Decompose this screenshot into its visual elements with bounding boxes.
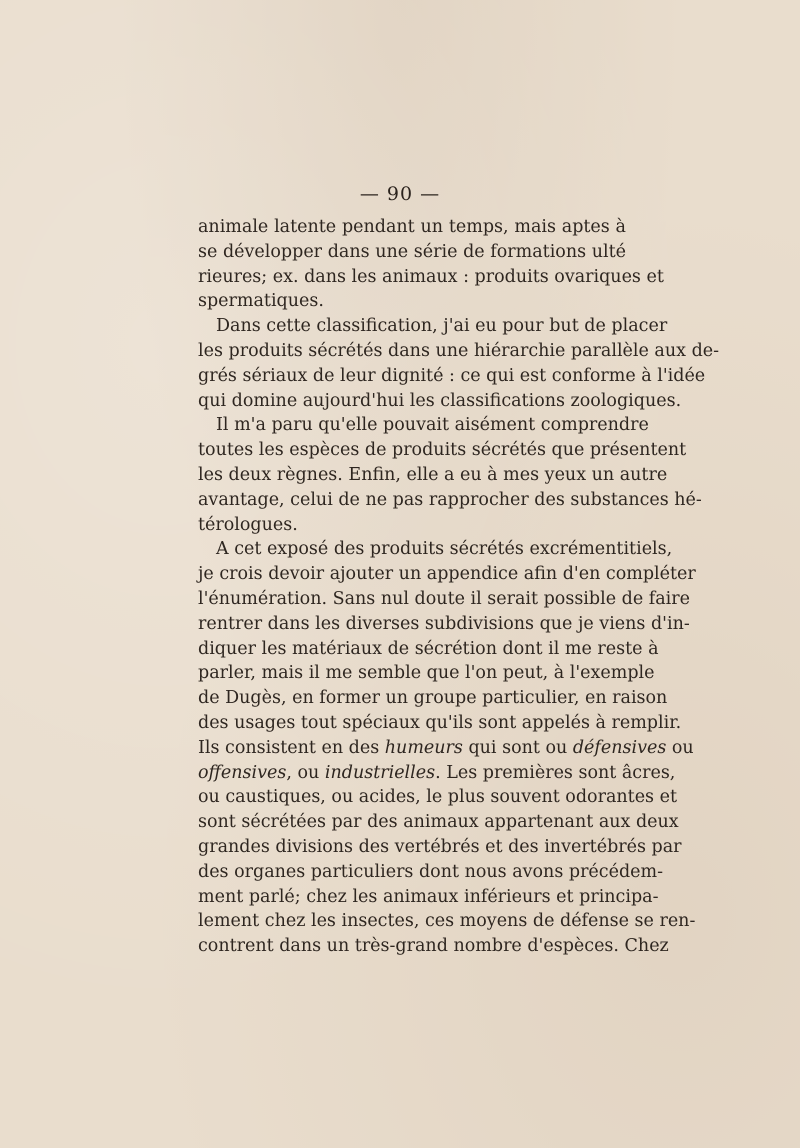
text-line: les produits sécrétés dans une hiérarchie parallèle aux de- [198,340,720,361]
text-line: rentrer dans les diverses subdivisions que je viens d'in- [198,613,690,634]
text-segment: . Les premières sont âcres, [435,762,676,783]
text-line: ment parlé; chez les animaux inférieurs et principa- [198,886,659,907]
text-segment: ou [666,737,694,758]
paragraph-start-line: Il m'a paru qu'elle pouvait aisément comprendre [216,415,649,436]
text-line: les deux règnes. Enfin, elle a eu à mes yeux un autre [198,464,668,485]
text-line: toutes les espèces de produits sécrétés que présentent [198,440,687,461]
text-line: ou caustiques, ou acides, le plus souvent odorantes et [198,787,677,808]
text-line: l'énumération. Sans nul doute il serait possible de faire [198,588,690,609]
text-line-with-italics [198,736,694,761]
text-line: des usages tout spéciaux qu'ils sont appelés à remplir. [198,712,682,733]
text-line: sont sécrétées par des animaux appartenant aux deux [198,812,679,833]
paragraph-start-line: Dans cette classification, j'ai eu pour but de placer [216,316,668,337]
text-line: diquer les matériaux de sécrétion dont il me reste à [198,638,659,659]
text-line: se développer dans une série de formations ulté [198,241,626,262]
italic-term: offensives [198,762,287,783]
text-segment: , ou [286,762,325,783]
text-line: spermatiques. [198,291,324,312]
text-line: avantage, celui de ne pas rapprocher des substances hé- [198,489,702,510]
text-line: lement chez les insectes, ces moyens de défense se ren- [198,911,696,932]
text-line: grés sériaux de leur dignité : ce qui est conforme à l'idée [198,365,706,386]
text-line: grandes divisions des vertébrés et des invertébrés par [198,836,682,857]
text-line: qui domine aujourd'hui les classifications zoologiques. [198,390,682,411]
page-number: — 90 — [359,183,441,205]
text-line: de Dugès, en former un groupe particulier, en raison [198,688,668,709]
body-text [198,215,720,959]
text-segment: Ils consistent en des [198,737,385,758]
text-line: je crois devoir ajouter un appendice afin d'en compléter [198,564,696,585]
italic-term: humeurs [384,737,463,758]
text-line: contrent dans un très-grand nombre d'espèces. Chez [198,936,669,957]
italic-term: défensives [572,737,667,758]
text-line: rieures; ex. dans les animaux : produits ovariques et [198,266,664,287]
text-line: des organes particuliers dont nous avons précédem- [198,861,664,882]
text-line: animale latente pendant un temps, mais aptes à [198,217,626,237]
italic-term: industrielles [324,762,436,783]
text-line: parler, mais il me semble que l'on peut, à l'exemple [198,663,655,684]
text-segment: qui sont ou [462,737,573,758]
text-line-with-italics [198,761,676,786]
text-line: térologues. [198,514,298,535]
paragraph-start-line: A cet exposé des produits sécrétés excrémentitiels, [216,539,673,560]
